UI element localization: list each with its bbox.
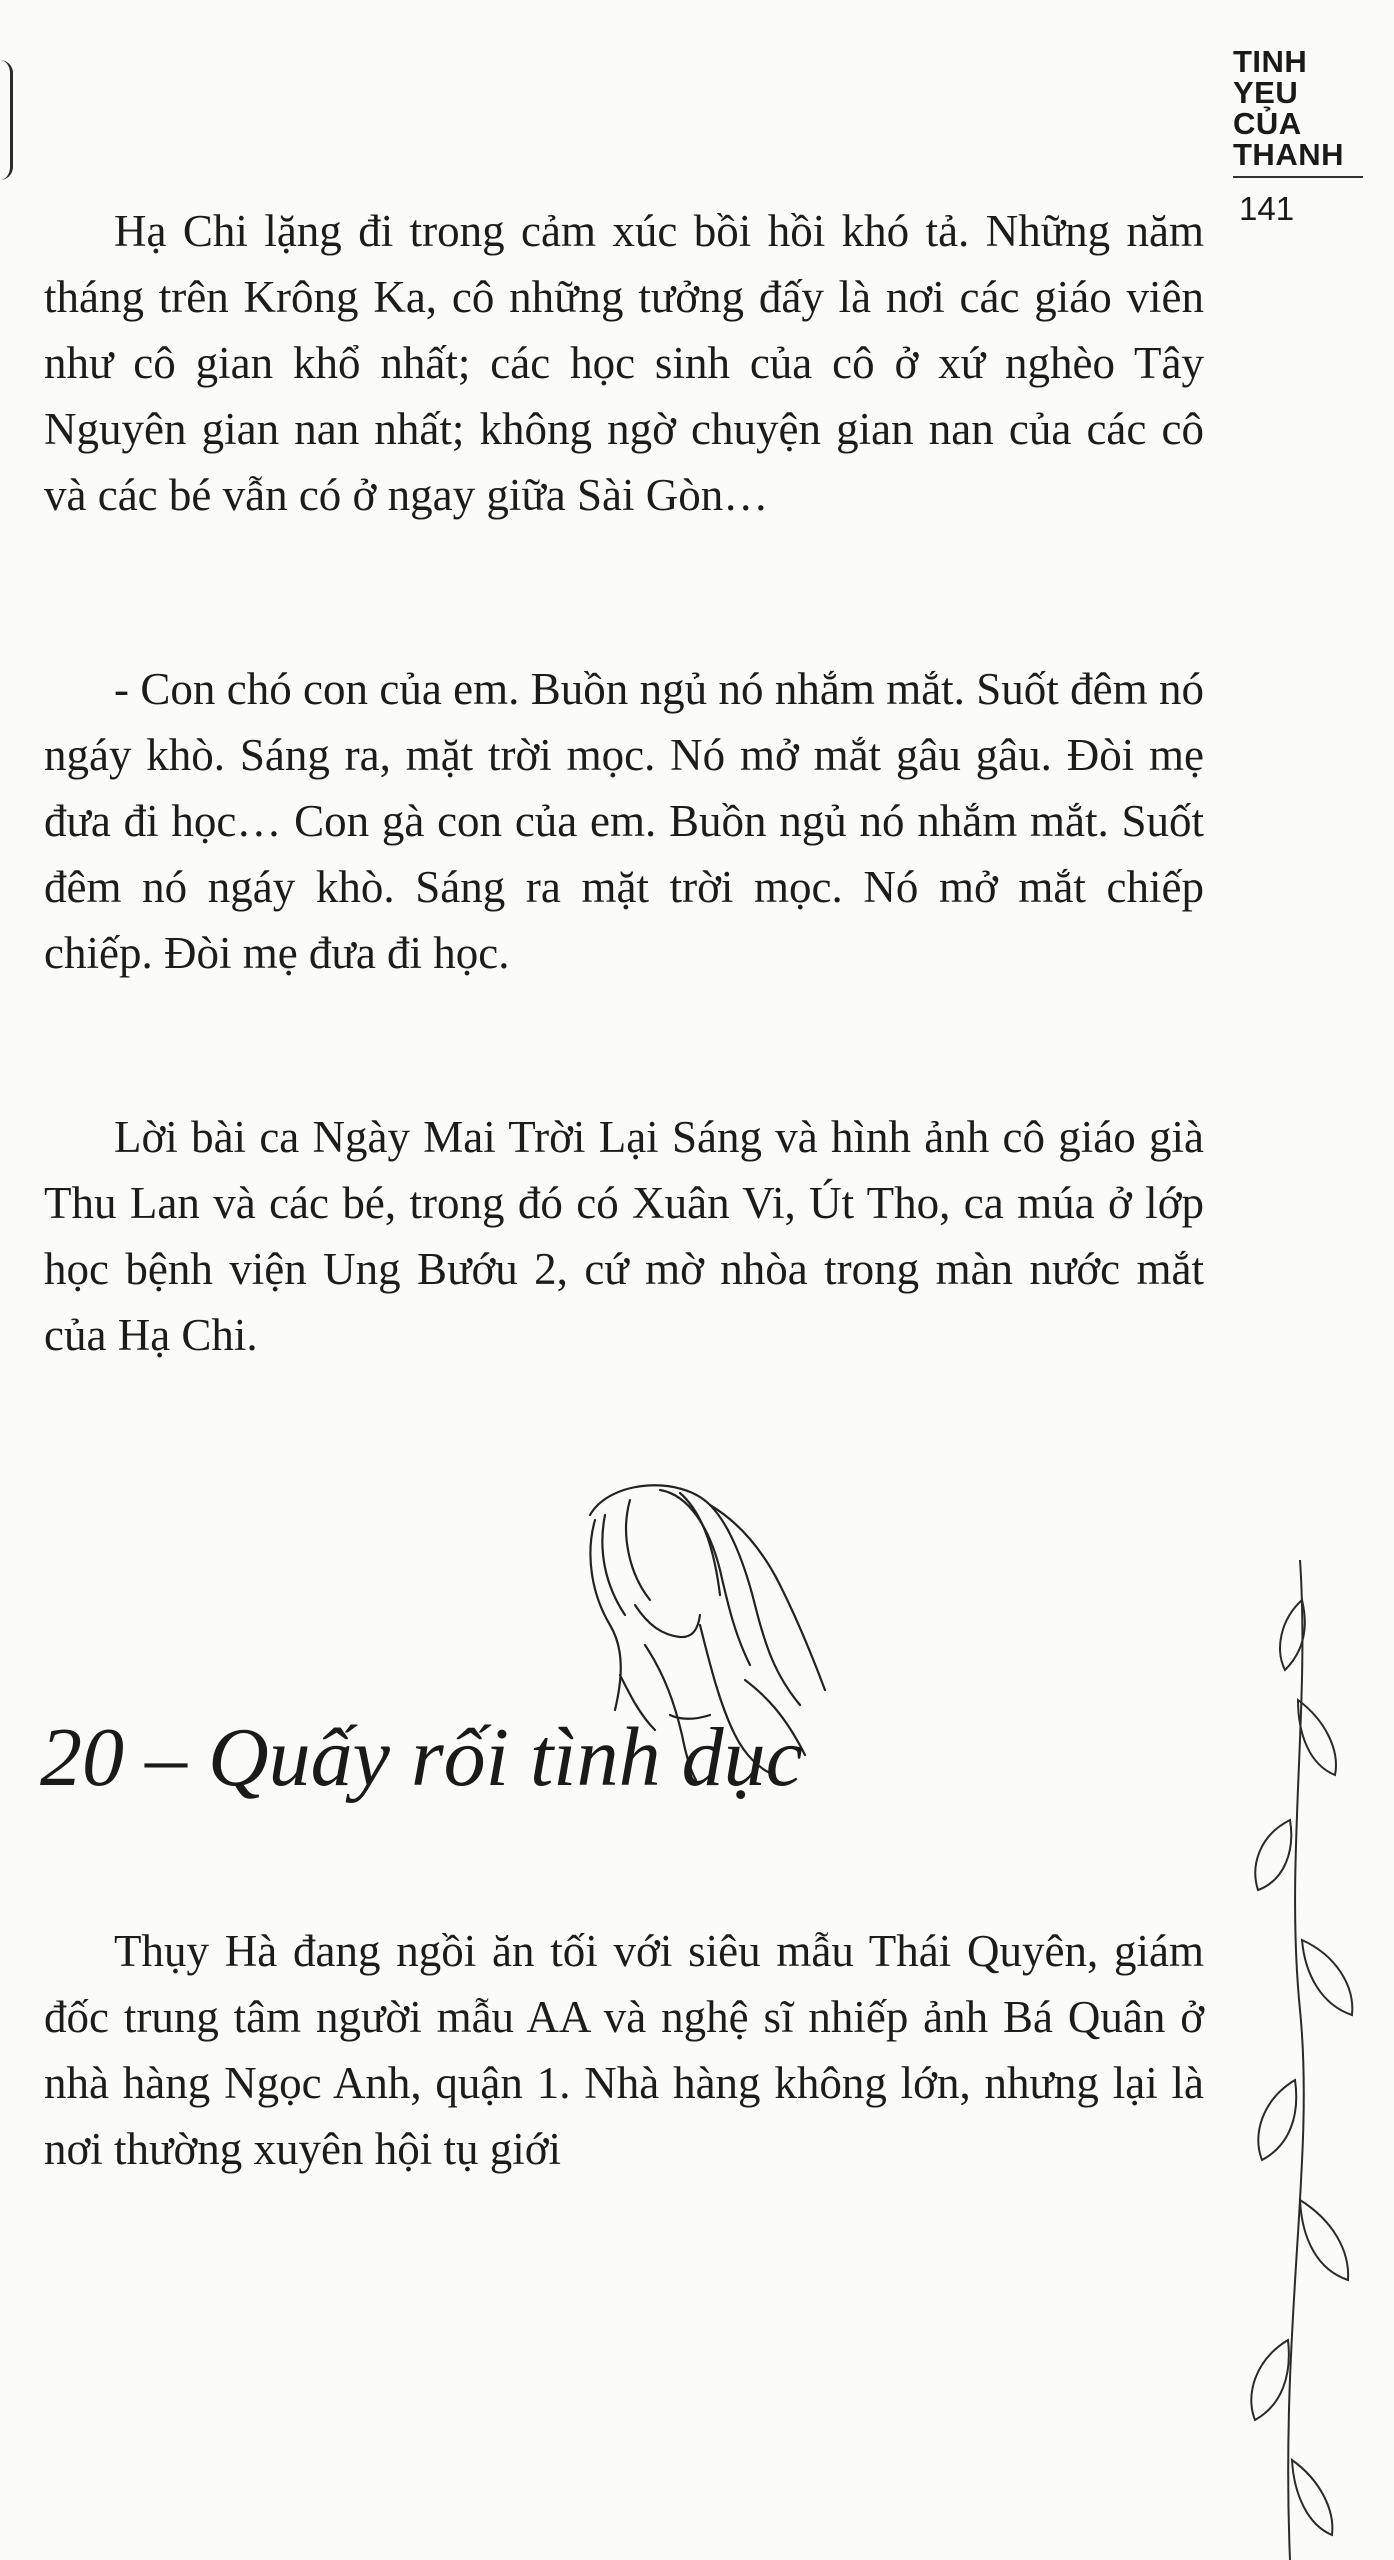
running-header (1233, 46, 1363, 228)
vine-decoration-icon (1190, 1560, 1394, 2560)
header-rule (1233, 176, 1363, 178)
paragraph: Lời bài ca Ngày Mai Trời Lại Sáng và hình ảnh cô giáo già Thu Lan và các bé, trong đó có Xuân Vi, Út Tho, ca múa ở lớp học bệnh viện Ung Bướu 2, cứ mờ nhòa trong màn nước mắt của Hạ Chi. (44, 1112, 1204, 1360)
page-edge-curve (0, 60, 13, 180)
paragraph: - Con chó con của em. Buồn ngủ nó nhắm mắt. Suốt đêm nó ngáy khò. Sáng ra, mặt trời mọc. Nó mở mắt gâu gâu. Đòi mẹ đưa đi học… Con gà con của em. Buồn ngủ nó nhắm mắt. Suốt đêm nó ngáy khò. Sáng ra mặt trời mọc. Nó mở mắt chiếp chiếp. Đòi mẹ đưa đi học. (44, 664, 1204, 978)
paragraph: Thụy Hà đang ngồi ăn tối với siêu mẫu Thái Quyên, giám đốc trung tâm người mẫu AA và nghệ sĩ nhiếp ảnh Bá Quân ở nhà hàng Ngọc Anh, quận 1. Nhà hàng không lớn, nhưng lại là nơi thường xuyên hội tụ giới (44, 1926, 1204, 2174)
chapter-title: 20 – Quấy rối tình dục (40, 1711, 803, 1804)
book-title: TINH YEU CỦA THANH (1233, 44, 1344, 172)
page-number: 141 (1239, 190, 1295, 227)
paragraph: Hạ Chi lặng đi trong cảm xúc bồi hồi khó tả. Những năm tháng trên Krông Ka, cô những tưởng đấy là nơi các giáo viên như cô gian khổ nhất; các học sinh của cô ở xứ nghèo Tây Nguyên gian nan nhất; không ngờ chuyện gian nan của các cô và các bé vẫn có ở ngay giữa Sài Gòn… (44, 206, 1204, 520)
